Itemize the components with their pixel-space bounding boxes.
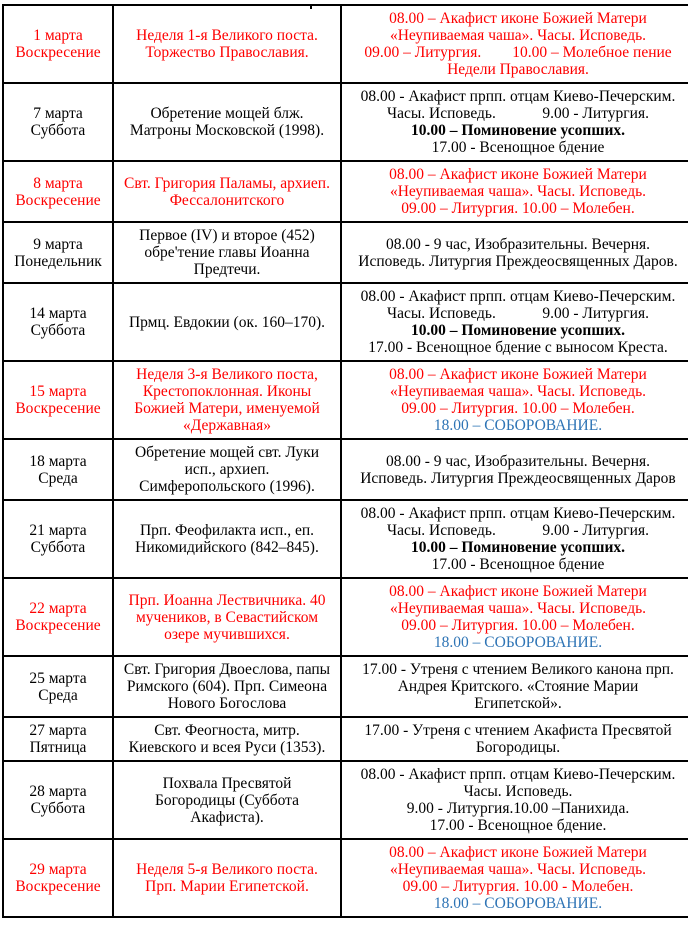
schedule-line: 08.00 - Акафист прпп. отцам Киево-Печерским. bbox=[360, 88, 676, 105]
feast-line: Прп. Феофилакта исп., еп. bbox=[139, 522, 314, 539]
schedule-line: 17.00 - Утреня с чтением Акафиста Пресвятой bbox=[364, 722, 672, 739]
date-line: Суббота bbox=[30, 800, 86, 817]
date-line: Среда bbox=[38, 469, 78, 487]
schedule-line: 09.00 – Литургия. 10.00 – Молебное пение bbox=[364, 44, 672, 61]
table-row bbox=[3, 500, 688, 578]
cut-off-previous-row-left-border bbox=[2, 4, 4, 9]
date-line: Воскресение bbox=[15, 617, 101, 634]
feast-line: Свт. Григория Паламы, архиеп. bbox=[124, 174, 330, 192]
schedule-line: 10.00 – Поминовение усопших. bbox=[410, 539, 625, 556]
schedule-cell bbox=[341, 161, 688, 222]
feast-line: Фессалонитского bbox=[169, 191, 285, 209]
schedule-line: «Неупиваемая чаша». Часы. Исповедь. bbox=[389, 600, 647, 617]
date-line: Понедельник bbox=[14, 252, 102, 270]
date-line: 29 марта bbox=[29, 861, 87, 878]
feast-line: Римского (604). Прп. Симеона bbox=[126, 678, 328, 695]
schedule-cell bbox=[341, 578, 688, 656]
schedule-line: 17.00 - Утреня с чтением Великого канона прп. bbox=[362, 661, 674, 678]
date-cell bbox=[3, 361, 113, 439]
schedule-line: 08.00 - Акафист прпп. отцам Киево-Печерским. bbox=[360, 505, 676, 522]
schedule-line: «Неупиваемая чаша». Часы. Исповедь. bbox=[389, 861, 647, 878]
feast-line: Неделя 3-я Великого поста, bbox=[136, 366, 318, 383]
feast-line: Свт. Григория Двоеслова, папы bbox=[123, 661, 331, 678]
table-row bbox=[3, 761, 688, 839]
schedule-line: 09.00 – Литургия. 10.00 – Молебен. bbox=[401, 200, 635, 217]
table-row bbox=[3, 361, 688, 439]
date-line: 28 марта bbox=[29, 783, 87, 800]
feast-line: Прп. Марии Египетской. bbox=[145, 878, 309, 895]
schedule-line: Часы. Исповедь. 9.00 - Литургия. bbox=[387, 105, 649, 122]
schedule-line: 17.00 - Всенощное бдение bbox=[431, 139, 605, 156]
schedule-line: 09.00 – Литургия. 10.00 – Молебен. bbox=[401, 400, 635, 417]
feast-cell bbox=[113, 283, 341, 361]
schedule-line: Богородицы. bbox=[475, 739, 561, 756]
schedule-cell bbox=[341, 5, 688, 83]
feast-cell bbox=[113, 761, 341, 839]
feast-cell bbox=[113, 717, 341, 761]
feast-cell bbox=[113, 500, 341, 578]
table-row bbox=[3, 161, 688, 222]
table-row bbox=[3, 222, 688, 283]
schedule-line: 18.00 – СОБОРОВАНИЕ. bbox=[433, 895, 603, 912]
schedule-table-body bbox=[3, 5, 688, 917]
schedule-cell bbox=[341, 283, 688, 361]
date-line: 25 марта bbox=[29, 669, 87, 687]
schedule-cell bbox=[341, 839, 688, 917]
date-line: 22 марта bbox=[29, 600, 87, 617]
feast-cell bbox=[113, 5, 341, 83]
table-row bbox=[3, 5, 688, 83]
schedule-line: Часы. Исповедь. 9.00 - Литургия. bbox=[387, 522, 649, 539]
schedule-line: 08.00 – Акафист иконе Божией Матери bbox=[389, 844, 647, 861]
feast-line: Обретение мощей блж. bbox=[150, 105, 304, 122]
schedule-line: 9.00 - Литургия.10.00 –Панихида. bbox=[406, 800, 630, 817]
date-line: Суббота bbox=[30, 322, 86, 339]
schedule-line: 08.00 – Акафист иконе Божией Матери bbox=[389, 10, 647, 27]
feast-cell bbox=[113, 222, 341, 283]
date-cell bbox=[3, 83, 113, 161]
date-cell bbox=[3, 439, 113, 500]
schedule-line: Часы. Исповедь. 9.00 - Литургия. bbox=[387, 305, 649, 322]
feast-line: Крестопоклонная. Иконы bbox=[142, 383, 312, 400]
schedule-line: 09.00 – Литургия. 10.00 – Молебен. bbox=[401, 617, 635, 634]
feast-line: Симферопольского (1996). bbox=[139, 478, 315, 495]
schedule-line: Исповедь. Литургия Преждеосвященных Даров bbox=[360, 469, 676, 487]
schedule-cell bbox=[341, 656, 688, 717]
feast-line: Нового Богослова bbox=[167, 695, 287, 712]
date-line: 14 марта bbox=[29, 305, 87, 322]
date-cell bbox=[3, 500, 113, 578]
schedule-line: 08.00 - Акафист прпп. отцам Киево-Печерским. bbox=[360, 288, 676, 305]
schedule-line: «Неупиваемая чаша». Часы. Исповедь. bbox=[389, 27, 647, 44]
date-line: 15 марта bbox=[29, 383, 87, 400]
table-row bbox=[3, 578, 688, 656]
schedule-line: 08.00 – Акафист иконе Божией Матери bbox=[389, 366, 647, 383]
schedule-line: Исповедь. Литургия Преждеосвященных Даров. bbox=[358, 252, 678, 270]
feast-cell bbox=[113, 161, 341, 222]
schedule-line: 18.00 – СОБОРОВАНИЕ. bbox=[433, 417, 603, 434]
schedule-line: 18.00 – СОБОРОВАНИЕ. bbox=[433, 634, 603, 651]
service-schedule-table bbox=[2, 4, 688, 918]
date-line: 21 марта bbox=[29, 522, 87, 539]
date-line: 9 марта bbox=[33, 235, 83, 253]
feast-line: мучеников, в Севастийском bbox=[135, 608, 319, 626]
date-cell bbox=[3, 656, 113, 717]
schedule-line: 08.00 - Акафист прпп. отцам Киево-Печерским. bbox=[360, 766, 676, 783]
schedule-line: 17.00 - Всенощное бдение bbox=[431, 556, 605, 573]
date-line: 7 марта bbox=[33, 105, 83, 122]
date-line: Воскресение bbox=[15, 878, 101, 895]
date-cell bbox=[3, 578, 113, 656]
schedule-line: 17.00 - Всенощное бдение с выносом Креста. bbox=[368, 339, 668, 356]
table-row bbox=[3, 717, 688, 761]
schedule-line: 08.00 - 9 час, Изобразительны. Вечерня. bbox=[385, 452, 651, 470]
date-line: Пятница bbox=[29, 739, 87, 756]
feast-line: Киевского и всея Руси (1353). bbox=[128, 739, 326, 756]
feast-cell bbox=[113, 83, 341, 161]
date-line: 8 марта bbox=[33, 174, 83, 192]
date-cell bbox=[3, 222, 113, 283]
schedule-line: 08.00 – Акафист иконе Божией Матери bbox=[389, 166, 647, 183]
schedule-cell bbox=[341, 83, 688, 161]
schedule-cell bbox=[341, 361, 688, 439]
feast-line: «Державная» bbox=[182, 417, 272, 434]
table-row bbox=[3, 83, 688, 161]
feast-line: Свт. Феогноста, митр. bbox=[154, 722, 300, 739]
schedule-line: Андрея Критского. «Стояние Марии bbox=[397, 678, 639, 695]
feast-line: Торжество Православия. bbox=[145, 44, 309, 61]
date-cell bbox=[3, 839, 113, 917]
date-cell bbox=[3, 161, 113, 222]
schedule-line: «Неупиваемая чаша». Часы. Исповедь. bbox=[389, 383, 647, 400]
schedule-line: 17.00 - Всенощное бдение. bbox=[429, 817, 607, 834]
feast-line: исп., архиеп. bbox=[184, 461, 270, 478]
feast-line: Предтечи. bbox=[193, 261, 261, 278]
feast-line: Никомидийского (842–845). bbox=[135, 539, 319, 556]
schedule-cell bbox=[341, 717, 688, 761]
date-line: Воскресение bbox=[15, 400, 101, 417]
date-line: 18 марта bbox=[29, 452, 87, 470]
feast-line: Прп. Иоанна Лествичника. 40 bbox=[128, 591, 326, 609]
feast-line: обре'тение главы Иоанна bbox=[144, 244, 310, 261]
table-row bbox=[3, 839, 688, 917]
feast-line: Матроны Московской (1998). bbox=[129, 122, 325, 139]
date-line: Воскресение bbox=[15, 44, 101, 61]
schedule-line: Часы. Исповедь. bbox=[463, 783, 573, 800]
date-line: Суббота bbox=[30, 122, 86, 139]
feast-line: Неделя 5-я Великого поста. bbox=[136, 861, 318, 878]
schedule-cell bbox=[341, 500, 688, 578]
table-row bbox=[3, 283, 688, 361]
date-cell bbox=[3, 761, 113, 839]
schedule-line: 09.00 – Литургия. 10.00 - Молебен. bbox=[402, 878, 634, 895]
feast-line: Божией Матери, именуемой bbox=[134, 400, 320, 417]
table-row bbox=[3, 656, 688, 717]
feast-line: Акафиста). bbox=[190, 808, 264, 826]
feast-line: Богородицы (Суббота bbox=[154, 791, 299, 809]
feast-cell bbox=[113, 578, 341, 656]
date-cell bbox=[3, 283, 113, 361]
date-cell bbox=[3, 717, 113, 761]
schedule-page bbox=[0, 4, 688, 926]
feast-line: озере мучившихся. bbox=[164, 625, 290, 643]
feast-line: Первое (IV) и второе (452) bbox=[139, 227, 315, 244]
schedule-cell bbox=[341, 439, 688, 500]
schedule-line: 08.00 – Акафист иконе Божией Матери bbox=[389, 583, 647, 600]
date-line: 1 марта bbox=[33, 27, 83, 44]
schedule-line: 10.00 – Поминовение усопших. bbox=[410, 122, 625, 139]
schedule-line: Египетской». bbox=[474, 695, 562, 712]
schedule-line: 08.00 - 9 час, Изобразительны. Вечерня. bbox=[385, 235, 651, 253]
date-line: Суббота bbox=[30, 539, 86, 556]
date-line: Среда bbox=[38, 686, 78, 704]
feast-cell bbox=[113, 439, 341, 500]
feast-cell bbox=[113, 361, 341, 439]
feast-cell bbox=[113, 656, 341, 717]
schedule-cell bbox=[341, 222, 688, 283]
cut-off-previous-row-divider bbox=[310, 4, 312, 9]
date-cell bbox=[3, 5, 113, 83]
feast-line: Обретение мощей свт. Луки bbox=[134, 444, 320, 461]
date-line: Воскресение bbox=[15, 191, 101, 209]
feast-line: Неделя 1-я Великого поста. bbox=[136, 27, 318, 44]
feast-line: Похвала Пресвятой bbox=[162, 774, 292, 792]
schedule-cell bbox=[341, 761, 688, 839]
date-line: 27 марта bbox=[29, 722, 87, 739]
table-row bbox=[3, 439, 688, 500]
feast-cell bbox=[113, 839, 341, 917]
schedule-line: 10.00 – Поминовение усопших. bbox=[410, 322, 625, 339]
feast-line: Прмц. Евдокии (ок. 160–170). bbox=[128, 313, 326, 331]
schedule-line: «Неупиваемая чаша». Часы. Исповедь. bbox=[389, 183, 647, 200]
schedule-line: Недели Православия. bbox=[447, 61, 589, 78]
